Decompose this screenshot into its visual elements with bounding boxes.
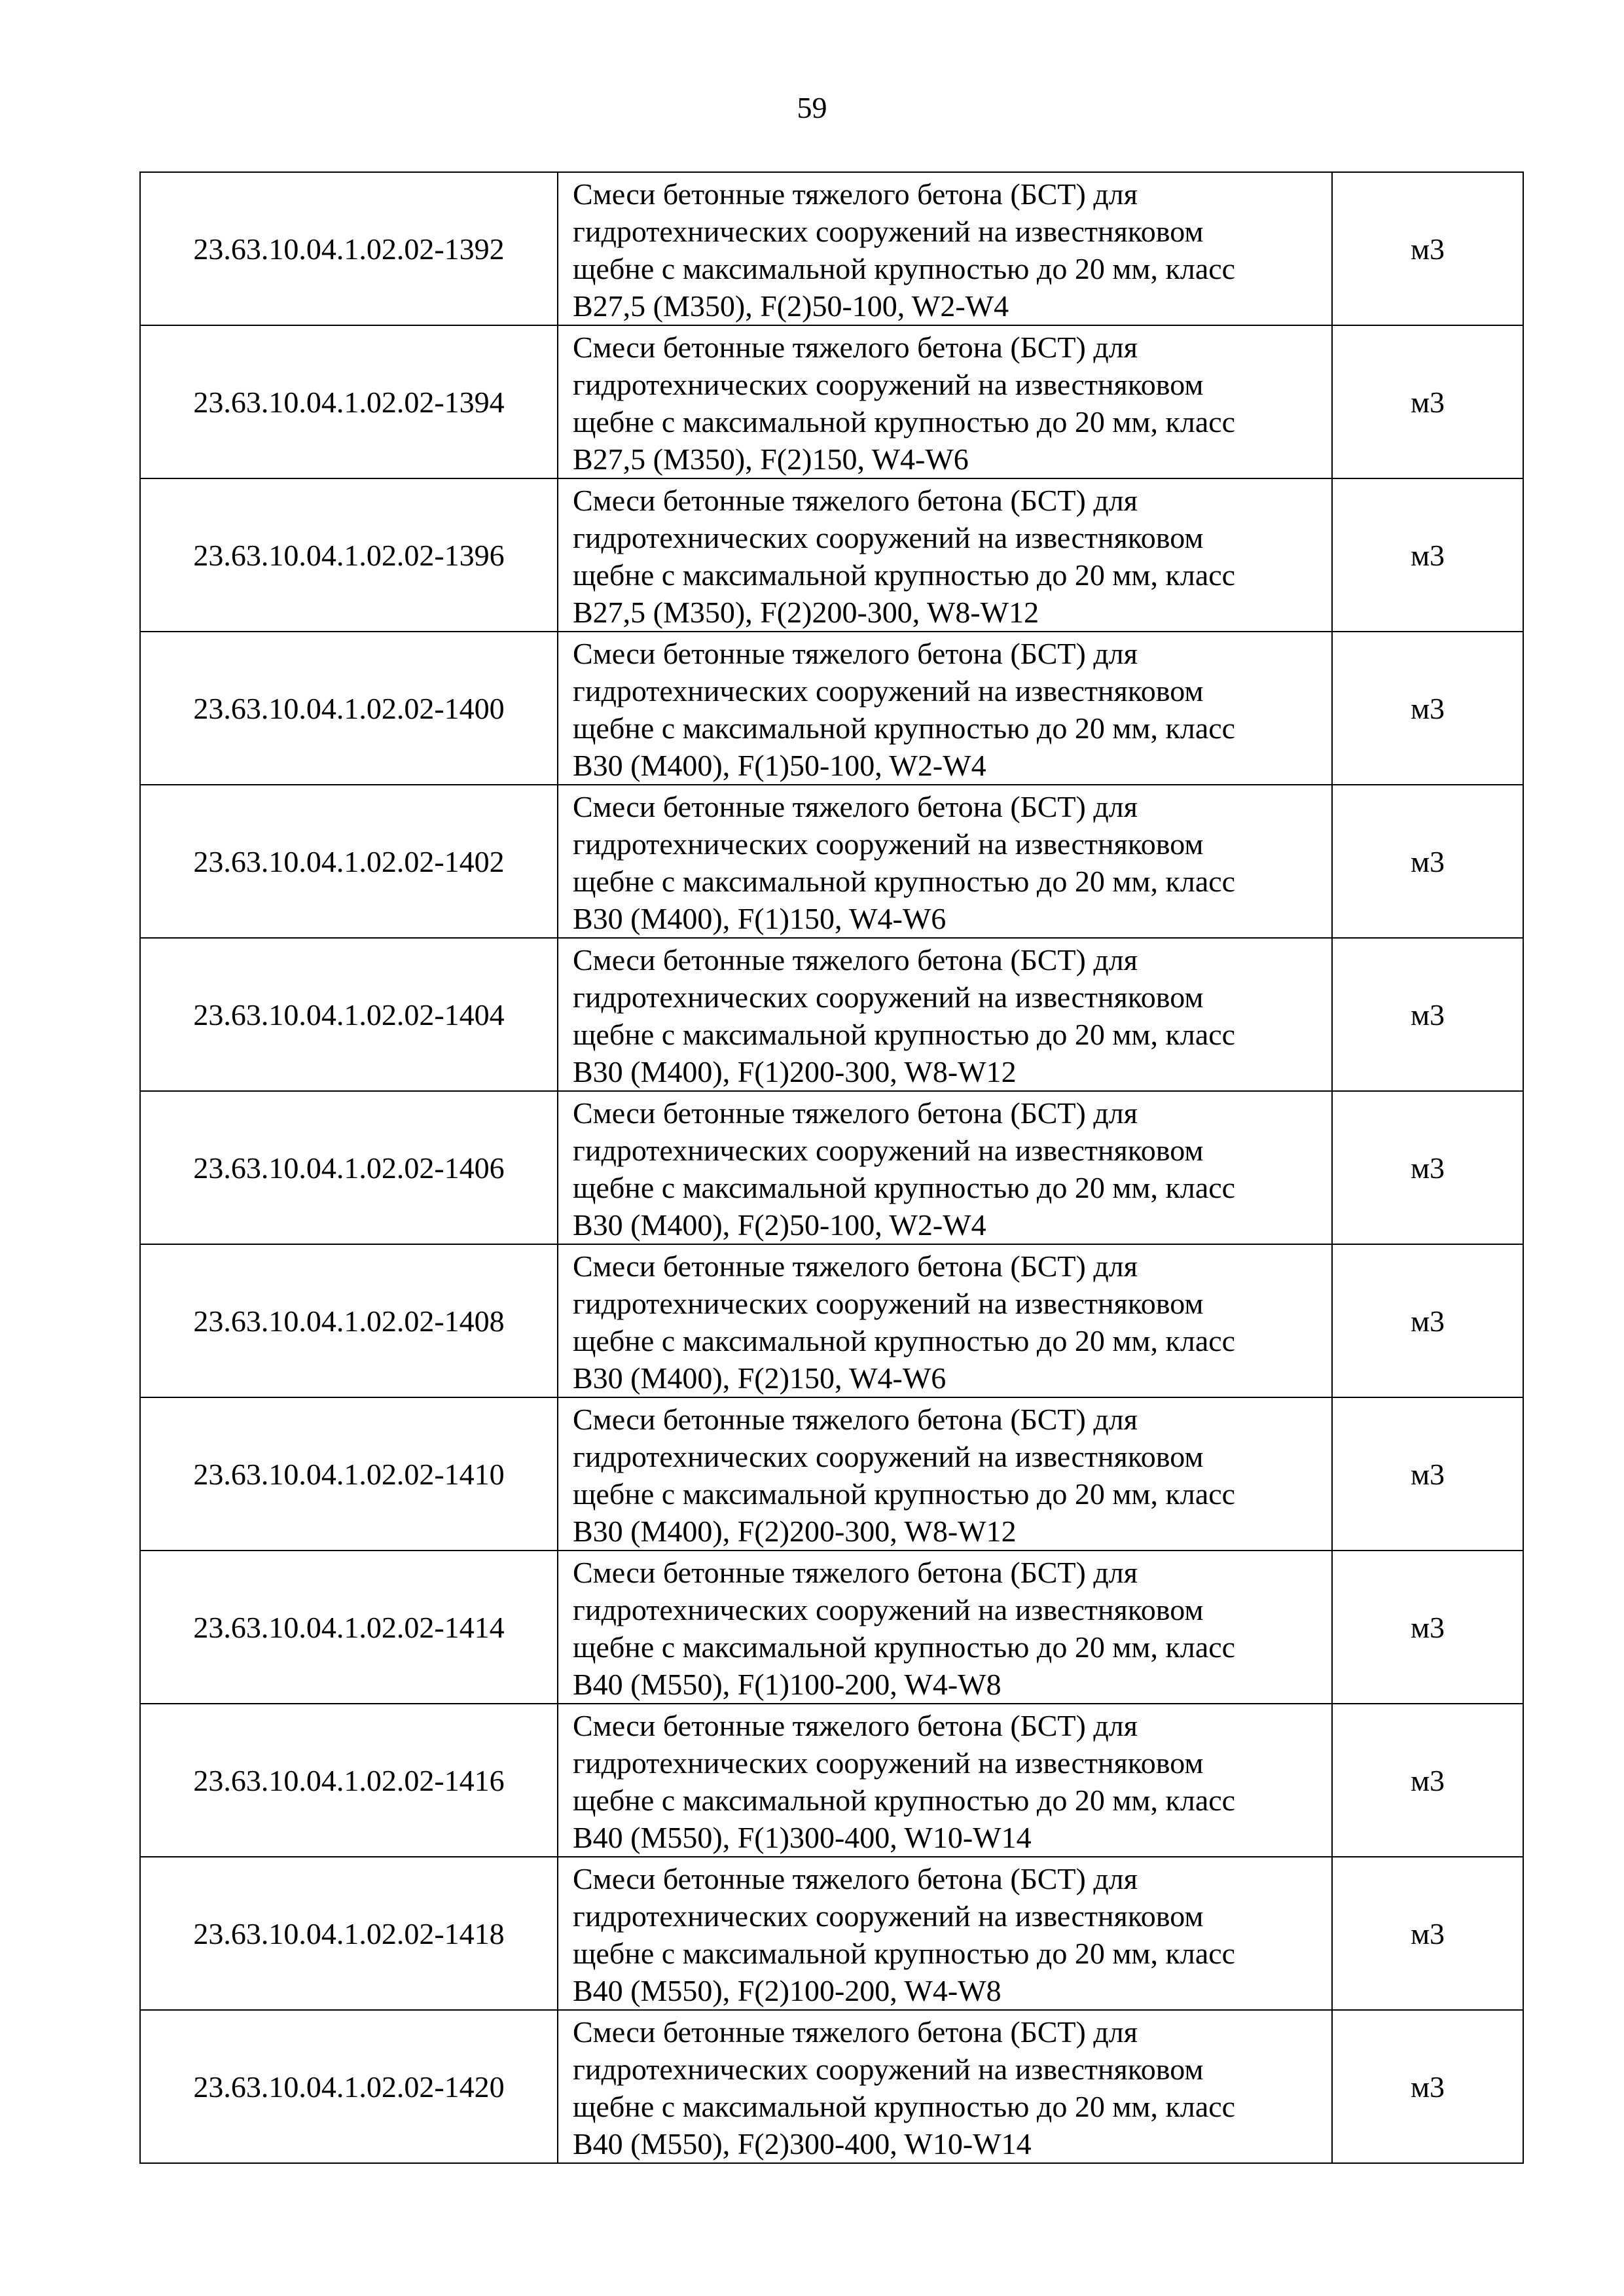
unit-cell: м3 xyxy=(1332,1551,1523,1704)
description-line: Смеси бетонные тяжелого бетона (БСТ) для xyxy=(573,637,1138,670)
code-cell: 23.63.10.04.1.02.02-1410 xyxy=(140,1397,558,1551)
description-line: В40 (М550), F(2)300-400, W10-W14 xyxy=(573,2127,1032,2161)
description-cell xyxy=(558,1704,1332,1857)
description-line: гидротехнических сооружений на известняковом xyxy=(573,368,1204,401)
description-line: гидротехнических сооружений на известняковом xyxy=(573,521,1204,554)
description-line: щебне с максимальной крупностью до 20 мм, класс xyxy=(573,405,1236,439)
description-line: Смеси бетонные тяжелого бетона (БСТ) для xyxy=(573,1556,1138,1589)
table-row xyxy=(140,1704,1523,1857)
table-row xyxy=(140,172,1523,325)
description-line: гидротехнических сооружений на известняковом xyxy=(573,215,1204,248)
description-line: Смеси бетонные тяжелого бетона (БСТ) для xyxy=(573,331,1138,364)
description-line: щебне с максимальной крупностью до 20 мм, класс xyxy=(573,1784,1236,1817)
description-line: Смеси бетонные тяжелого бетона (БСТ) для xyxy=(573,1096,1138,1130)
description-cell xyxy=(558,938,1332,1091)
description-line: В27,5 (М350), F(2)50-100, W2-W4 xyxy=(573,289,1009,323)
description-line: щебне с максимальной крупностью до 20 мм, класс xyxy=(573,1937,1236,1970)
table-row xyxy=(140,1244,1523,1397)
description-line: В30 (М400), F(2)150, W4-W6 xyxy=(573,1361,947,1395)
unit-cell: м3 xyxy=(1332,1704,1523,1857)
description-line: щебне с максимальной крупностью до 20 мм, класс xyxy=(573,865,1236,898)
description-line: гидротехнических сооружений на известняковом xyxy=(573,1440,1204,1473)
description-line: Смеси бетонные тяжелого бетона (БСТ) для xyxy=(573,1249,1138,1283)
description-cell xyxy=(558,2010,1332,2163)
description-line: щебне с максимальной крупностью до 20 мм, класс xyxy=(573,1018,1236,1051)
description-line: щебне с максимальной крупностью до 20 мм, класс xyxy=(573,1324,1236,1357)
description-cell xyxy=(558,478,1332,632)
unit-cell: м3 xyxy=(1332,1397,1523,1551)
description-line: В30 (М400), F(2)200-300, W8-W12 xyxy=(573,1515,1017,1548)
description-cell xyxy=(558,1857,1332,2010)
unit-cell: м3 xyxy=(1332,1857,1523,2010)
description-line: щебне с максимальной крупностью до 20 мм, класс xyxy=(573,252,1236,285)
description-line: гидротехнических сооружений на известняковом xyxy=(573,1899,1204,1933)
description-line: щебне с максимальной крупностью до 20 мм, класс xyxy=(573,711,1236,745)
unit-cell: м3 xyxy=(1332,938,1523,1091)
description-line: Смеси бетонные тяжелого бетона (БСТ) для xyxy=(573,1862,1138,1895)
description-line: Смеси бетонные тяжелого бетона (БСТ) для xyxy=(573,1709,1138,1742)
code-cell: 23.63.10.04.1.02.02-1408 xyxy=(140,1244,558,1397)
description-line: щебне с максимальной крупностью до 20 мм, класс xyxy=(573,2090,1236,2123)
code-cell: 23.63.10.04.1.02.02-1402 xyxy=(140,785,558,938)
description-line: В40 (М550), F(1)300-400, W10-W14 xyxy=(573,1821,1032,1854)
description-line: гидротехнических сооружений на известняковом xyxy=(573,1593,1204,1626)
table-row xyxy=(140,478,1523,632)
description-line: Смеси бетонные тяжелого бетона (БСТ) для xyxy=(573,2015,1138,2049)
table-row xyxy=(140,938,1523,1091)
code-cell: 23.63.10.04.1.02.02-1406 xyxy=(140,1091,558,1244)
table-row xyxy=(140,1397,1523,1551)
description-line: Смеси бетонные тяжелого бетона (БСТ) для xyxy=(573,177,1138,211)
table-row xyxy=(140,632,1523,785)
description-line: гидротехнических сооружений на известняковом xyxy=(573,1746,1204,1780)
unit-cell: м3 xyxy=(1332,1091,1523,1244)
code-cell: 23.63.10.04.1.02.02-1414 xyxy=(140,1551,558,1704)
description-line: гидротехнических сооружений на известняковом xyxy=(573,674,1204,708)
code-cell: 23.63.10.04.1.02.02-1416 xyxy=(140,1704,558,1857)
description-cell xyxy=(558,172,1332,325)
description-line: В30 (М400), F(2)50-100, W2-W4 xyxy=(573,1208,986,1242)
description-line: В40 (М550), F(2)100-200, W4-W8 xyxy=(573,1974,1001,2007)
description-cell xyxy=(558,1091,1332,1244)
description-line: щебне с максимальной крупностью до 20 мм, класс xyxy=(573,1477,1236,1511)
description-line: гидротехнических сооружений на известняковом xyxy=(573,1287,1204,1320)
description-cell xyxy=(558,1397,1332,1551)
table-row xyxy=(140,1857,1523,2010)
code-cell: 23.63.10.04.1.02.02-1392 xyxy=(140,172,558,325)
code-cell: 23.63.10.04.1.02.02-1420 xyxy=(140,2010,558,2163)
code-cell: 23.63.10.04.1.02.02-1418 xyxy=(140,1857,558,2010)
description-line: гидротехнических сооружений на известняковом xyxy=(573,980,1204,1014)
description-line: Смеси бетонные тяжелого бетона (БСТ) для xyxy=(573,790,1138,823)
description-line: гидротехнических сооружений на известняковом xyxy=(573,2053,1204,2086)
description-cell xyxy=(558,1551,1332,1704)
table-row xyxy=(140,785,1523,938)
description-cell xyxy=(558,1244,1332,1397)
description-line: щебне с максимальной крупностью до 20 мм, класс xyxy=(573,1630,1236,1664)
description-cell xyxy=(558,632,1332,785)
description-cell xyxy=(558,325,1332,478)
description-line: В27,5 (М350), F(2)150, W4-W6 xyxy=(573,442,969,476)
description-line: В27,5 (М350), F(2)200-300, W8-W12 xyxy=(573,596,1039,629)
code-cell: 23.63.10.04.1.02.02-1394 xyxy=(140,325,558,478)
page-number: 59 xyxy=(797,91,827,124)
description-line: Смеси бетонные тяжелого бетона (БСТ) для xyxy=(573,1403,1138,1436)
description-line: гидротехнических сооружений на известняковом xyxy=(573,827,1204,861)
code-cell: 23.63.10.04.1.02.02-1400 xyxy=(140,632,558,785)
unit-cell: м3 xyxy=(1332,325,1523,478)
description-line: щебне с максимальной крупностью до 20 мм, класс xyxy=(573,1171,1236,1204)
table-row xyxy=(140,2010,1523,2163)
table-row xyxy=(140,1091,1523,1244)
unit-cell: м3 xyxy=(1332,2010,1523,2163)
materials-table xyxy=(139,171,1524,2164)
description-line: В30 (М400), F(1)150, W4-W6 xyxy=(573,902,947,935)
code-cell: 23.63.10.04.1.02.02-1396 xyxy=(140,478,558,632)
description-line: гидротехнических сооружений на известняковом xyxy=(573,1134,1204,1167)
table-row xyxy=(140,1551,1523,1704)
unit-cell: м3 xyxy=(1332,1244,1523,1397)
description-line: В40 (М550), F(1)100-200, W4-W8 xyxy=(573,1668,1001,1701)
description-line: Смеси бетонные тяжелого бетона (БСТ) для xyxy=(573,484,1138,517)
description-line: В30 (М400), F(1)200-300, W8-W12 xyxy=(573,1055,1017,1088)
table-body xyxy=(140,172,1523,2163)
unit-cell: м3 xyxy=(1332,478,1523,632)
table-row xyxy=(140,325,1523,478)
unit-cell: м3 xyxy=(1332,632,1523,785)
description-line: щебне с максимальной крупностью до 20 мм, класс xyxy=(573,558,1236,592)
description-line: В30 (М400), F(1)50-100, W2-W4 xyxy=(573,749,986,782)
unit-cell: м3 xyxy=(1332,785,1523,938)
unit-cell: м3 xyxy=(1332,172,1523,325)
description-cell xyxy=(558,785,1332,938)
code-cell: 23.63.10.04.1.02.02-1404 xyxy=(140,938,558,1091)
description-line: Смеси бетонные тяжелого бетона (БСТ) для xyxy=(573,943,1138,977)
